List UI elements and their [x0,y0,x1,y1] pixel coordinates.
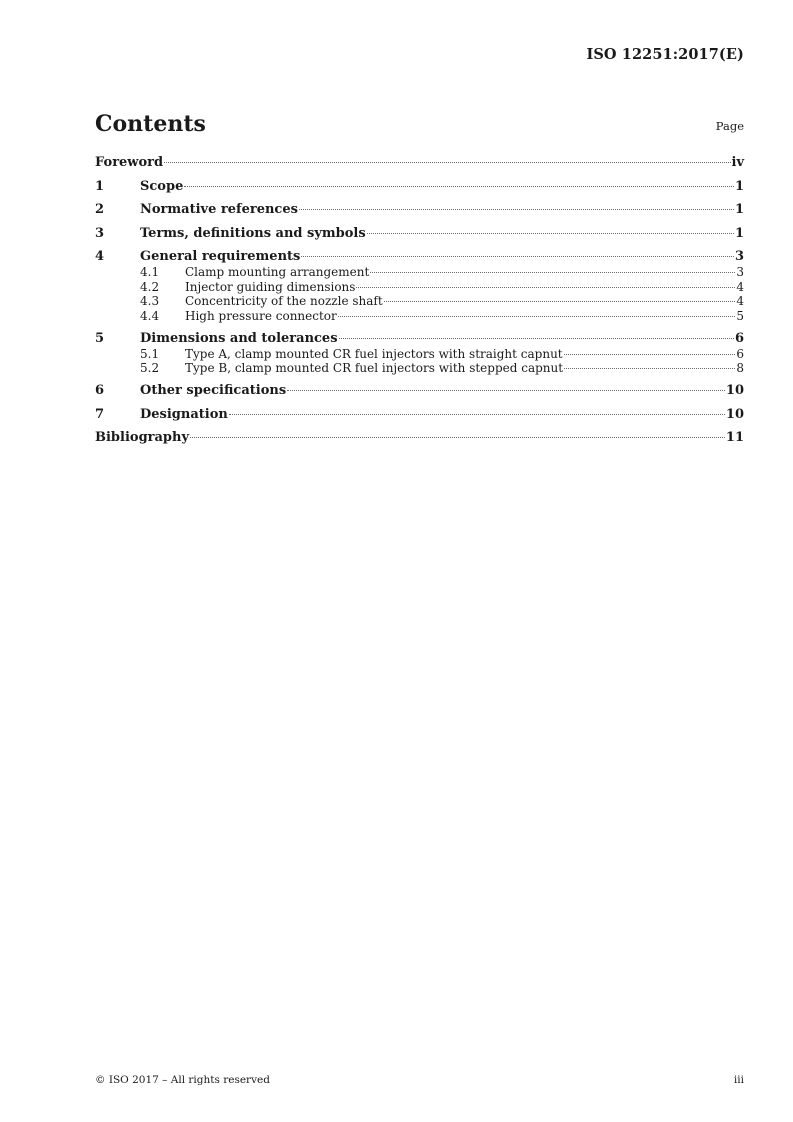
toc-dot-leader [384,301,736,302]
toc-entry-title: Normative references [140,202,298,217]
toc-dot-leader [564,368,735,369]
toc-entry-number: 5 [95,330,105,346]
toc-entry-title: Dimensions and tolerances [140,330,338,346]
toc-subentry[interactable] [95,309,744,324]
toc-entry[interactable] [95,179,744,195]
page-column-label: Page [715,119,744,133]
toc-subentry[interactable] [95,265,744,280]
toc-dot-leader [356,287,735,288]
toc-dot-leader [564,354,736,355]
toc-dot-leader [301,256,734,257]
toc-entry-title: Foreword [95,155,164,170]
toc-entry-page: 5 [736,308,744,323]
document-id: ISO 12251:2017(E) [586,46,744,63]
toc-entry-page: iv [731,155,744,170]
toc-entry-page: 10 [725,383,744,398]
toc-dot-leader [190,437,725,438]
toc-entry-number: 5.1 [140,346,160,361]
toc-entry[interactable] [95,202,744,218]
footer-page-number: iii [733,1074,744,1086]
toc-entry-page: 8 [736,361,744,375]
toc-entry[interactable] [95,226,744,242]
toc-entry-title: General requirements [140,249,301,264]
toc-entry-title: Scope [140,178,184,194]
toc-entry-title: Type A, clamp mounted CR fuel injectors with straight capnut [185,346,563,361]
toc-entry-page: 3 [736,265,744,279]
toc-entry-number: 1 [95,178,105,194]
toc-entry-page: 1 [734,202,744,217]
toc-dot-leader [339,338,734,339]
footer-copyright: © ISO 2017 – All rights reserved [95,1074,270,1086]
toc-entry-page: 1 [734,225,744,241]
toc-dot-leader [164,162,730,163]
toc-dot-leader [367,233,734,234]
toc-entry-page: 6 [734,330,744,346]
contents-heading: Contents [95,111,206,137]
toc-entry-title: Type B, clamp mounted CR fuel injectors with stepped capnut [185,361,564,375]
toc-subentry[interactable] [95,280,744,295]
toc-entry-title: Bibliography [95,430,190,445]
table-of-contents [95,155,744,446]
toc-subentry[interactable] [95,361,744,376]
toc-entry-title: High pressure connector [185,308,337,323]
toc-entry-page: 4 [736,294,744,308]
toc-entry-number: 4.4 [140,308,160,323]
toc-subentry[interactable] [95,347,744,362]
toc-entry-title: Terms, definitions and symbols [140,225,366,241]
toc-entry-number: 4.3 [140,294,160,308]
toc-entry-number: 7 [95,406,105,422]
toc-entry-title: Clamp mounting arrangement [185,265,370,279]
toc-entry-page: 3 [734,249,744,264]
toc-entry-title: Injector guiding dimensions [185,279,356,294]
toc-entry[interactable] [95,249,744,265]
toc-dot-leader [370,272,735,273]
toc-dot-leader [287,390,725,391]
toc-entry-page: 6 [736,346,744,361]
toc-entry[interactable] [95,383,744,399]
toc-entry-number: 2 [95,202,105,217]
toc-entry[interactable] [95,331,744,347]
toc-entry-number: 4.1 [140,265,160,279]
toc-entry-number: 5.2 [140,361,160,375]
toc-entry-number: 3 [95,225,105,241]
toc-entry-page: 1 [734,178,744,194]
toc-dot-leader [229,414,725,415]
toc-entry-title: Other specifications [140,383,287,398]
toc-entry[interactable] [95,430,744,446]
toc-dot-leader [338,316,736,317]
toc-entry-page: 10 [725,406,744,422]
toc-dot-leader [184,186,734,187]
toc-entry-number: 4.2 [140,279,160,294]
toc-subentry[interactable] [95,294,744,309]
toc-entry-title: Concentricity of the nozzle shaft [185,294,383,308]
toc-entry[interactable] [95,407,744,423]
toc-dot-leader [299,209,734,210]
toc-entry[interactable] [95,155,744,171]
toc-entry-number: 4 [95,249,105,264]
toc-entry-title: Designation [140,406,228,422]
toc-entry-page: 11 [725,430,744,445]
toc-entry-page: 4 [736,279,744,294]
toc-entry-number: 6 [95,383,105,398]
